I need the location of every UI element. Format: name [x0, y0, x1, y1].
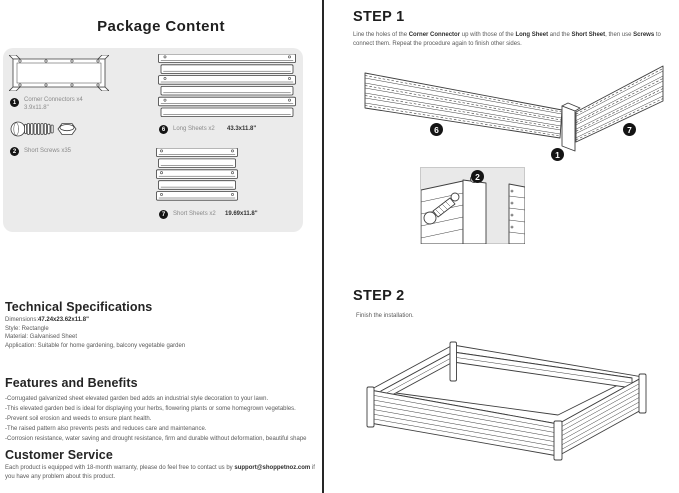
corner-connector-diagram	[9, 55, 109, 91]
short-sheets-diagram	[155, 148, 239, 202]
part-7-badge: 7	[159, 210, 168, 219]
part-6-badge: 6	[159, 125, 168, 134]
feature-item: -Prevent soil erosion and weeds to ensure plant health.	[5, 416, 152, 422]
spec-line-dimensions: Dimensions:47.24x23.62x11.8"	[5, 317, 89, 323]
step1-instructions: Line the holes of the Corner Connector up with those of the Long Sheet and the Short Sheet, then use Screws to connect them. Repeat the procedure again to finish other sides.	[353, 32, 661, 47]
part-1-name: Corner Connectors x4	[24, 97, 83, 103]
package-contents-panel	[3, 48, 303, 232]
feature-item: -Corrugated galvanized sheet elevated garden bed adds an industrial style decoration to your lawn.	[5, 396, 269, 402]
step1-badge-short-sheet: 7	[623, 123, 636, 136]
part-1-badge: 1	[10, 98, 19, 107]
column-divider	[322, 0, 324, 493]
step1-badge-corner-connector: 1	[551, 148, 564, 161]
step1-badge-long-sheet: 6	[430, 123, 443, 136]
part-6-name: Long Sheets x2	[173, 126, 215, 132]
step1-assembly-diagram	[352, 60, 678, 160]
part-2-badge: 2	[10, 147, 19, 156]
step2-caption: Finish the installation.	[356, 313, 414, 319]
spec-line-application: Application: Suitable for home gardening, balcony vegetable garden	[5, 342, 186, 349]
feature-item: -This elevated garden bed is ideal for displaying your herbs, flowering plants or some homegrown vegetables.	[5, 406, 296, 412]
customer-service-text: Each product is equipped with 18-month warranty, please do feel free to contact us by support@shoppetnoz.com if you have any problem about this product.	[5, 465, 315, 480]
customer-service-heading: Customer Service	[5, 448, 113, 462]
part-7-name: Short Sheets x2	[173, 211, 216, 217]
feature-item: -Corrosion resistance, water saving and drought resistance, firm and durable without deformation, beautiful shape	[5, 436, 307, 442]
spec-line-style: Style: Rectangle	[5, 325, 49, 332]
step2-heading: STEP 2	[353, 288, 405, 304]
long-sheets-diagram	[157, 54, 297, 117]
features-heading: Features and Benefits	[5, 376, 138, 390]
package-content-title: Package Content	[97, 18, 225, 35]
screws-diagram	[10, 118, 82, 140]
step1-heading: STEP 1	[353, 9, 405, 25]
part-1-dimensions: 3.9x11.8"	[24, 105, 49, 111]
feature-item: -The raised pattern also prevents pests and reduces care and maintenance.	[5, 426, 207, 432]
assembled-bed-diagram	[358, 335, 653, 465]
step1-badge-screw: 2	[471, 170, 484, 183]
part-7-dimensions: 19.69x11.8"	[225, 211, 258, 217]
technical-specifications-heading: Technical Specifications	[5, 300, 153, 314]
part-2-name: Short Screws x35	[24, 148, 72, 154]
part-6-dimensions: 43.3x11.8"	[227, 126, 257, 132]
spec-line-material: Material: Galvanised Sheet	[5, 334, 78, 340]
